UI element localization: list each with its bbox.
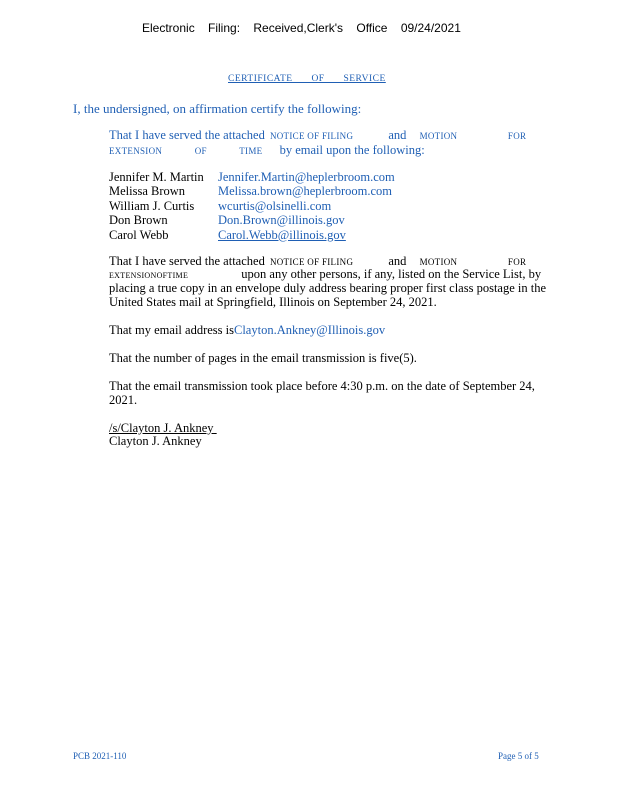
recipient-name: Melissa Brown <box>109 184 186 199</box>
p1-doc-extension: EXTENSION OF TIME <box>109 146 263 156</box>
recipient-row <box>109 170 395 184</box>
p3-pre: That my email address is <box>109 323 234 337</box>
recipient-name: Don Brown <box>109 213 168 228</box>
footer-case-number: PCB 2021-110 <box>73 751 127 761</box>
recipient-name: Carol Webb <box>109 227 169 242</box>
recipient-email-link[interactable]: Don.Brown@illinois.gov <box>218 213 345 228</box>
paragraph-5-line-1: That the email transmission took place before 4:30 p.m. on the date of September 24, <box>109 379 535 393</box>
recipient-email-link[interactable]: Jennifer.Martin@heplerbroom.com <box>218 170 395 184</box>
signer-name: Clayton J. Ankney <box>109 434 202 448</box>
paragraph-1-line-2 <box>109 143 425 158</box>
p2-doc-extension: EXTENSIONOFTIME <box>109 271 189 280</box>
electronic-signature: /s/Clayton J. Ankney <box>109 421 214 435</box>
sender-email-link[interactable]: Clayton.Ankney@Illinois.gov <box>233 323 386 337</box>
recipient-row <box>109 199 395 213</box>
p2-and: and <box>388 254 407 268</box>
paragraph-3 <box>109 323 385 338</box>
p2-line-2: upon any other persons, if any, listed on the Service List, by <box>241 267 542 281</box>
recipient-name: Jennifer M. Martin <box>109 170 204 184</box>
filing-stamp: Electronic Filing: Received,Clerk's Office 09/24/2021 <box>142 21 461 35</box>
paragraph-1-line-1 <box>109 128 526 143</box>
p2-pre: That I have served the attached <box>109 254 265 268</box>
recipient-row <box>109 184 395 198</box>
paragraph-2-line-3: placing a true copy in an envelope duly address bearing proper first class postage in the <box>109 281 547 295</box>
p1-doc-notice: NOTICE OF FILING <box>269 131 354 141</box>
recipient-email-link[interactable]: Carol.Webb@illinois.gov <box>218 227 346 242</box>
paragraph-4: That the number of pages in the email transmission is five(5). <box>109 351 417 365</box>
p1-by-email: by email upon the following: <box>279 143 425 157</box>
footer-page-number: Page 5 of 5 <box>498 751 539 761</box>
p1-and: and <box>388 128 407 142</box>
recipient-email-link[interactable]: wcurtis@olsinelli.com <box>218 198 332 213</box>
recipient-name: William J. Curtis <box>109 198 195 213</box>
paragraph-2-line-4: United States mail at Springfield, Illinois on September 24, 2021. <box>109 295 437 309</box>
recipient-email-link[interactable]: Melissa.brown@heplerbroom.com <box>218 184 392 199</box>
document-title: CERTIFICATE OF SERVICE <box>228 74 386 84</box>
paragraph-5-line-2: 2021. <box>109 393 138 407</box>
p2-doc-motion: MOTION FOR <box>419 257 527 267</box>
service-list-table <box>109 170 395 242</box>
signature-underline-tail <box>214 421 252 436</box>
recipient-row <box>109 228 395 242</box>
p2-doc-notice: NOTICE OF FILING <box>269 257 354 267</box>
paragraph-2-line-2 <box>109 267 541 282</box>
lead-statement: I, the undersigned, on affirmation certify the following: <box>73 101 362 116</box>
p1-doc-motion: MOTION FOR <box>419 131 527 141</box>
recipient-row <box>109 213 395 227</box>
p1-pre: That I have served the attached <box>109 128 265 142</box>
